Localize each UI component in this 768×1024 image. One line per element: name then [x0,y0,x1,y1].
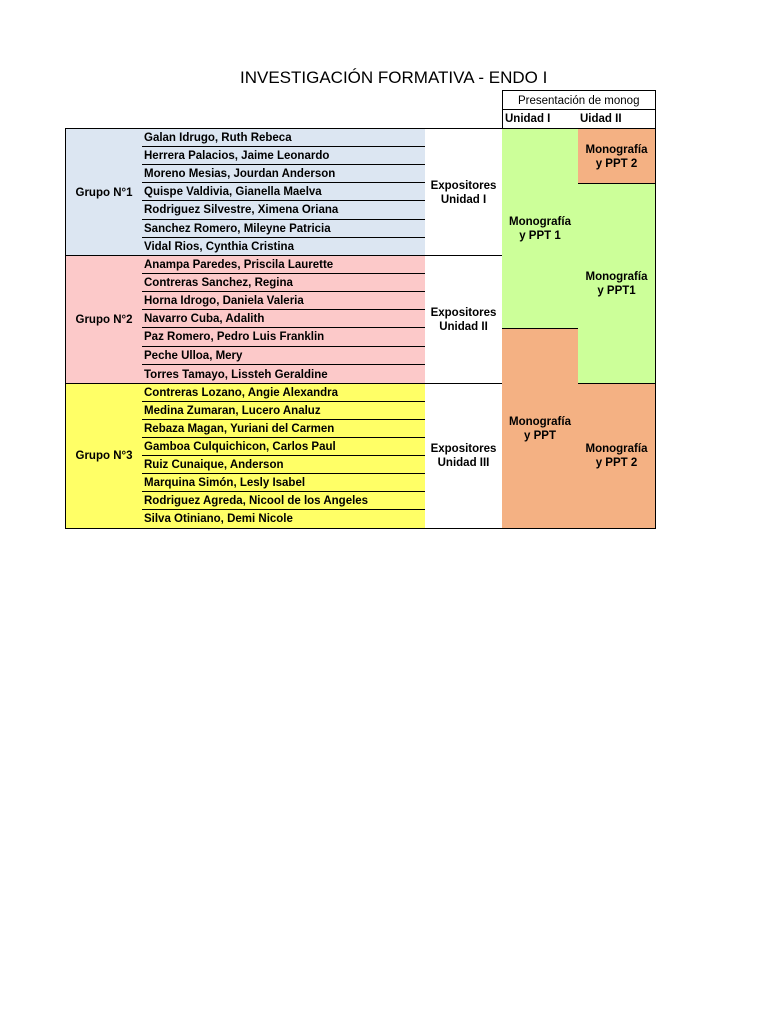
unidad-2-block-3 [578,383,656,529]
member-name: Herrera Palacios, Jaime Leonardo [144,150,330,162]
unidad-1-block-1-line-2: y PPT 1 [519,230,561,242]
member-name: Horna Idrogo, Daniela Valeria [144,295,304,307]
expositores-label: Expositores [430,179,497,192]
column-header-unidad-1 [502,109,579,128]
unidad-2-block-2 [578,183,656,384]
presentation-header [502,90,656,110]
member-name: Rodriguez Silvestre, Ximena Oriana [144,204,339,216]
member-row [142,401,426,420]
member-row [142,219,426,238]
member-name: Quispe Valdivia, Gianella Maelva [144,186,322,198]
unidad-2-block-3-line-2: y PPT 2 [595,457,638,469]
unidad-2-block-3-line-1: Monografía [585,443,648,455]
member-row [142,491,426,510]
expositores-unit: Unidad II [439,321,488,333]
member-name: Contreras Lozano, Angie Alexandra [144,387,339,399]
expositores-label: Expositores [430,443,497,455]
member-row [142,346,426,365]
column-header-unidad-2 [578,109,656,128]
member-name: Anampa Paredes, Priscila Laurette [144,259,334,271]
member-row [142,437,426,456]
member-name: Navarro Cuba, Adalith [144,313,265,325]
member-row [142,383,426,402]
member-name: Peche Ulloa, Mery [144,350,243,362]
member-row [142,327,426,346]
member-name: Rodriguez Agreda, Nicool de los Angeles [144,495,369,507]
member-row [142,164,426,183]
unidad-1-block-2-line-2: y PPT [524,429,556,442]
member-row [142,200,426,219]
expositores-unit: Unidad I [440,193,487,206]
member-row [142,455,426,474]
group-label-2 [65,255,143,384]
presentation-header-label: Presentación de monog [518,94,640,107]
expositores-label: Expositores [430,307,497,319]
member-row [142,291,426,310]
expositores-unit: Unidad III [437,457,490,469]
unidad-1-block-2-line-1: Monografía [509,415,571,428]
member-name: Rebaza Magan, Yuriani del Carmen [144,423,335,435]
member-name: Torres Tamayo, Lissteh Geraldine [144,368,328,381]
page-title: INVESTIGACIÓN FORMATIVA - ENDO I [240,68,548,87]
member-row [142,128,426,147]
member-name: Paz Romero, Pedro Luis Franklin [144,331,325,343]
member-name: Marquina Simón, Lesly Isabel [144,477,306,489]
group-label-1-text: Grupo N°1 [75,186,133,199]
member-row [142,364,426,384]
member-row [142,509,426,529]
column-header-unidad-1-label: Unidad I [505,113,551,125]
group-label-3 [65,383,143,529]
member-row [142,273,426,292]
member-name: Sanchez Romero, Mileyne Patricia [144,223,331,235]
group-label-1 [65,128,143,256]
unidad-1-block-1 [502,128,579,329]
member-row [142,182,426,201]
member-name: Galan Idrugo, Ruth Rebeca [144,132,292,144]
member-name: Moreno Mesias, Jourdan Anderson [144,168,336,180]
member-row [142,309,426,328]
member-row [142,255,426,274]
unidad-2-block-2-line-2: y PPT1 [597,285,636,297]
group-label-2-text: Grupo N°2 [75,314,133,326]
member-name: Medina Zumaran, Lucero Analuz [144,405,321,417]
unidad-2-block-1-line-2: y PPT 2 [595,157,638,170]
member-row [142,237,426,256]
expositores-unidad-3 [425,383,503,529]
member-row [142,473,426,492]
unidad-2-block-1 [578,128,656,184]
unidad-1-block-1-line-1: Monografía [509,216,571,228]
member-row [142,146,426,165]
unidad-2-block-1-line-1: Monografía [585,143,648,156]
member-name: Contreras Sanchez, Regina [144,277,293,289]
expositores-unidad-2 [425,255,503,384]
unidad-2-block-2-line-1: Monografía [585,271,648,283]
expositores-unidad-1 [425,128,503,256]
group-label-3-text: Grupo N°3 [75,450,133,462]
column-header-unidad-2-label: Uidad II [580,113,622,125]
member-name: Silva Otiniano, Demi Nicole [144,513,293,525]
member-name: Ruiz Cunaique, Anderson [144,459,284,471]
unidad-1-block-2 [502,328,579,529]
member-row [142,419,426,438]
member-name: Vidal Rios, Cynthia Cristina [144,241,294,253]
member-name: Gamboa Culquichicon, Carlos Paul [144,441,336,453]
